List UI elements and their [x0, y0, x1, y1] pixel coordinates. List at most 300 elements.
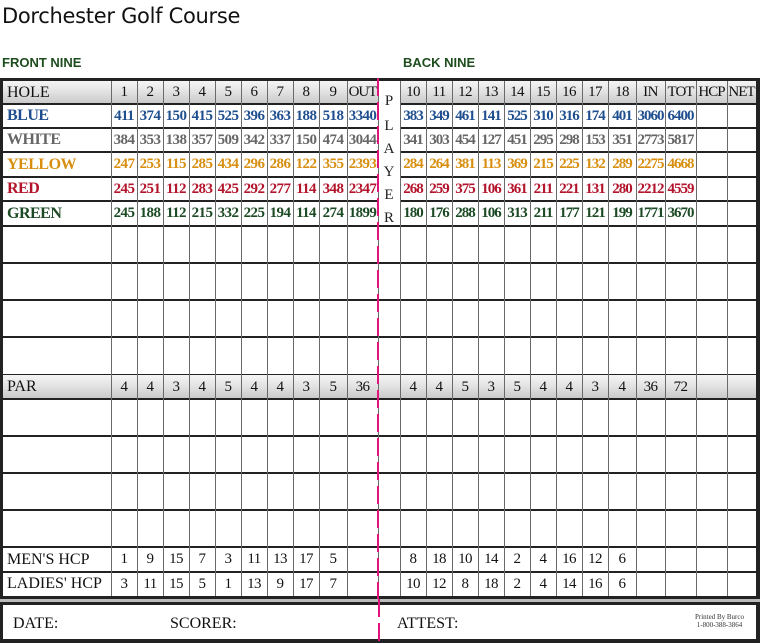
par-row-cell: 36	[643, 378, 658, 395]
score-cell[interactable]	[727, 473, 756, 510]
score-cell[interactable]	[400, 300, 426, 337]
score-cell[interactable]	[608, 263, 636, 300]
score-cell[interactable]	[426, 510, 452, 547]
score-cell[interactable]	[636, 399, 665, 436]
score-cell[interactable]	[293, 510, 319, 547]
tee-row-cell: 114	[296, 205, 316, 221]
score-cell[interactable]	[727, 300, 756, 337]
score-cell[interactable]	[608, 300, 636, 337]
score-cell[interactable]	[267, 473, 293, 510]
score-cell[interactable]	[189, 399, 215, 436]
score-cell[interactable]	[582, 399, 608, 436]
tee-row-cell[interactable]	[727, 152, 756, 177]
mens-hcp-row-cell: 4	[539, 551, 547, 567]
score-cell[interactable]	[241, 263, 267, 300]
tee-row-cell: 348	[322, 180, 344, 197]
score-cell[interactable]	[267, 263, 293, 300]
player-name-cell[interactable]	[3, 300, 111, 337]
ladies-hcp-row-cell[interactable]	[727, 572, 756, 596]
tee-row-cell: 215	[533, 156, 553, 172]
score-cell[interactable]	[111, 300, 137, 337]
signature-footer	[0, 602, 760, 643]
score-cell[interactable]	[137, 263, 163, 300]
score-cell[interactable]	[636, 473, 665, 510]
score-cell[interactable]	[426, 300, 452, 337]
score-cell[interactable]	[426, 473, 452, 510]
header-row-cell: 2	[146, 84, 154, 100]
par-row-label: PAR	[7, 378, 37, 395]
score-cell[interactable]	[636, 436, 665, 473]
score-cell[interactable]	[215, 436, 241, 473]
score-cell[interactable]	[267, 226, 293, 263]
score-cell[interactable]	[530, 399, 556, 436]
score-cell[interactable]	[319, 436, 347, 473]
tee-row-cell[interactable]	[696, 152, 727, 177]
tee-row-cell: 295	[533, 131, 553, 148]
ladies-hcp-row-cell: 7	[329, 575, 337, 592]
tee-row-cell: 114	[296, 180, 316, 197]
score-cell[interactable]	[293, 263, 319, 300]
score-cell[interactable]	[556, 436, 582, 473]
score-cell[interactable]	[452, 399, 478, 436]
score-cell[interactable]	[530, 436, 556, 473]
column-divider	[137, 81, 138, 596]
score-cell[interactable]	[189, 263, 215, 300]
score-cell[interactable]	[215, 473, 241, 510]
par-row-cell: 72	[673, 378, 688, 395]
score-cell[interactable]	[530, 473, 556, 510]
score-cell[interactable]	[530, 226, 556, 263]
mens-hcp-row-cell: 10	[458, 551, 472, 567]
tee-row-cell: 525	[217, 107, 239, 124]
score-cell[interactable]	[111, 473, 137, 510]
tee-row-cell: 188	[295, 107, 317, 124]
score-cell[interactable]	[504, 263, 530, 300]
score-cell[interactable]	[636, 300, 665, 337]
score-cell[interactable]	[137, 300, 163, 337]
score-cell[interactable]	[111, 226, 137, 263]
score-cell[interactable]	[665, 300, 696, 337]
score-cell[interactable]	[137, 436, 163, 473]
score-cell[interactable]	[665, 399, 696, 436]
score-cell[interactable]	[400, 226, 426, 263]
score-cell[interactable]	[347, 510, 378, 547]
score-cell[interactable]	[696, 510, 727, 547]
score-cell[interactable]	[347, 226, 378, 263]
tee-row-cell: 127	[481, 131, 501, 148]
score-cell[interactable]	[696, 337, 727, 375]
score-cell[interactable]	[347, 300, 378, 337]
ladies-hcp-row-cell: 3	[120, 575, 128, 592]
score-cell[interactable]	[478, 263, 504, 300]
score-cell[interactable]	[582, 473, 608, 510]
score-cell[interactable]	[267, 300, 293, 337]
score-cell[interactable]	[400, 399, 426, 436]
tee-row-cell: 337	[269, 131, 291, 148]
score-cell[interactable]	[189, 473, 215, 510]
score-cell[interactable]	[452, 263, 478, 300]
player-name-cell[interactable]	[3, 263, 111, 300]
tee-row-cell: 112	[166, 205, 186, 221]
score-cell[interactable]	[530, 510, 556, 547]
score-cell[interactable]	[137, 399, 163, 436]
score-cell[interactable]	[189, 436, 215, 473]
ladies-hcp-row-cell[interactable]	[696, 572, 727, 596]
score-cell[interactable]	[111, 436, 137, 473]
printer-credit	[695, 613, 744, 629]
column-divider	[636, 81, 637, 596]
score-cell[interactable]	[189, 510, 215, 547]
score-cell[interactable]	[582, 436, 608, 473]
tee-row-cell[interactable]	[696, 128, 727, 152]
score-cell[interactable]	[267, 510, 293, 547]
score-cell[interactable]	[426, 399, 452, 436]
tee-row-cell: 283	[191, 180, 213, 197]
score-cell[interactable]	[504, 436, 530, 473]
score-cell[interactable]	[727, 337, 756, 375]
score-cell[interactable]	[319, 226, 347, 263]
score-cell[interactable]	[452, 337, 478, 375]
tee-row-cell: 2275	[637, 156, 664, 172]
score-cell[interactable]	[608, 436, 636, 473]
score-cell[interactable]	[478, 473, 504, 510]
mens-hcp-row-cell: 3	[224, 551, 232, 567]
score-cell[interactable]	[215, 510, 241, 547]
header-row-cell: 18	[615, 84, 629, 100]
score-cell[interactable]	[478, 399, 504, 436]
ladies-hcp-row-cell: 5	[198, 575, 206, 592]
column-divider	[163, 81, 164, 596]
score-cell[interactable]	[727, 399, 756, 436]
score-cell[interactable]	[504, 226, 530, 263]
ladies-hcp-row-cell: 4	[539, 575, 547, 592]
score-cell[interactable]	[665, 263, 696, 300]
ladies-hcp-row-cell: 14	[562, 575, 576, 592]
score-cell[interactable]	[347, 436, 378, 473]
tee-row-cell: 141	[481, 107, 501, 124]
score-cell[interactable]	[556, 300, 582, 337]
mens-hcp-row-cell: 12	[588, 551, 602, 567]
score-cell[interactable]	[400, 473, 426, 510]
tee-row-cell: 131	[585, 180, 605, 197]
header-row-cell: 3	[172, 84, 180, 100]
mens-hcp-row-cell	[636, 547, 665, 572]
score-cell[interactable]	[608, 399, 636, 436]
ladies-hcp-row-cell: 17	[299, 575, 313, 592]
score-cell[interactable]	[504, 337, 530, 375]
score-cell[interactable]	[478, 337, 504, 375]
score-cell[interactable]	[696, 226, 727, 263]
score-cell[interactable]	[426, 263, 452, 300]
score-cell[interactable]	[319, 510, 347, 547]
score-cell[interactable]	[241, 399, 267, 436]
score-cell[interactable]	[504, 510, 530, 547]
score-cell[interactable]	[582, 300, 608, 337]
tee-row-cell: 303	[429, 131, 449, 148]
tee-row-cell[interactable]	[696, 201, 727, 226]
score-cell[interactable]	[696, 263, 727, 300]
score-cell[interactable]	[504, 300, 530, 337]
score-cell[interactable]	[426, 226, 452, 263]
mens-hcp-row-cell	[347, 547, 378, 572]
score-cell[interactable]	[530, 337, 556, 375]
score-cell[interactable]	[241, 337, 267, 375]
score-cell[interactable]	[163, 337, 189, 375]
score-cell[interactable]	[319, 263, 347, 300]
score-cell[interactable]	[504, 399, 530, 436]
score-cell[interactable]	[727, 436, 756, 473]
player-name-cell[interactable]	[3, 399, 111, 436]
header-row-cell: 4	[198, 84, 206, 100]
score-cell[interactable]	[556, 473, 582, 510]
tee-row-cell: 2773	[637, 131, 664, 148]
score-cell[interactable]	[111, 399, 137, 436]
course-title: Dorchester Golf Course	[2, 4, 241, 28]
tee-row-cell: 474	[322, 131, 344, 148]
date-label: DATE:	[13, 615, 59, 632]
ladies-hcp-row-cell: 15	[169, 575, 183, 592]
score-cell[interactable]	[241, 226, 267, 263]
score-cell[interactable]	[582, 510, 608, 547]
mens-hcp-row-cell[interactable]	[727, 547, 756, 572]
tee-row-cell: 3670	[667, 205, 694, 221]
tee-row-cell: 286	[269, 156, 291, 172]
score-cell[interactable]	[504, 473, 530, 510]
score-cell[interactable]	[727, 226, 756, 263]
tee-row-cell: 177	[559, 205, 579, 221]
score-cell[interactable]	[696, 300, 727, 337]
score-cell[interactable]	[608, 337, 636, 375]
score-cell[interactable]	[215, 263, 241, 300]
ladies-hcp-row-cell: 13	[247, 575, 261, 592]
score-cell[interactable]	[319, 300, 347, 337]
mens-hcp-row-cell: 6	[618, 551, 626, 567]
score-cell[interactable]	[452, 510, 478, 547]
score-cell[interactable]	[608, 473, 636, 510]
mens-hcp-row-cell: 9	[146, 551, 154, 567]
score-cell[interactable]	[478, 300, 504, 337]
score-cell[interactable]	[293, 473, 319, 510]
score-cell[interactable]	[582, 226, 608, 263]
score-cell[interactable]	[400, 436, 426, 473]
ladies-hcp-row-cell: 2	[513, 575, 521, 592]
score-cell[interactable]	[556, 263, 582, 300]
ladies-hcp-row-cell: 18	[484, 575, 498, 592]
score-cell[interactable]	[293, 226, 319, 263]
score-cell[interactable]	[215, 337, 241, 375]
tee-row-cell: 298	[559, 131, 579, 148]
tee-row-cell: 251	[139, 180, 161, 197]
score-cell[interactable]	[215, 399, 241, 436]
tee-row-cell: 277	[269, 180, 291, 197]
tee-row-cell: 351	[612, 131, 632, 148]
column-divider	[189, 81, 190, 596]
score-cell[interactable]	[400, 263, 426, 300]
score-cell[interactable]	[319, 337, 347, 375]
score-cell[interactable]	[696, 473, 727, 510]
score-cell[interactable]	[347, 263, 378, 300]
score-cell[interactable]	[163, 226, 189, 263]
score-cell[interactable]	[530, 300, 556, 337]
score-cell[interactable]	[478, 510, 504, 547]
column-divider	[478, 81, 479, 596]
tee-row-cell: 361	[507, 180, 527, 197]
score-cell[interactable]	[215, 300, 241, 337]
score-cell[interactable]	[137, 473, 163, 510]
score-cell[interactable]	[111, 263, 137, 300]
score-cell[interactable]	[319, 399, 347, 436]
score-cell[interactable]	[452, 300, 478, 337]
score-cell[interactable]	[400, 337, 426, 375]
tee-row-cell: 113	[481, 156, 501, 172]
score-cell[interactable]	[267, 337, 293, 375]
score-cell[interactable]	[347, 399, 378, 436]
score-cell[interactable]	[665, 510, 696, 547]
tee-row-cell: 375	[455, 180, 475, 197]
score-cell[interactable]	[241, 300, 267, 337]
header-row-cell: 5	[224, 84, 232, 100]
score-cell[interactable]	[189, 226, 215, 263]
mens-hcp-row-cell[interactable]	[696, 547, 727, 572]
mens-hcp-row-cell: 11	[247, 551, 261, 567]
tee-row-cell: 355	[322, 156, 344, 172]
score-cell[interactable]	[293, 337, 319, 375]
par-row-cell[interactable]	[727, 375, 756, 399]
column-divider	[267, 81, 268, 596]
player-name-cell[interactable]	[3, 510, 111, 547]
score-cell[interactable]	[665, 337, 696, 375]
score-cell[interactable]	[636, 337, 665, 375]
scorecard-grid	[3, 81, 756, 596]
score-cell[interactable]	[347, 337, 378, 375]
score-cell[interactable]	[163, 263, 189, 300]
column-divider	[452, 81, 453, 596]
score-cell[interactable]	[556, 337, 582, 375]
header-row-cell: 10	[406, 84, 420, 100]
score-cell[interactable]	[293, 399, 319, 436]
score-cell[interactable]	[426, 436, 452, 473]
score-cell[interactable]	[215, 226, 241, 263]
tee-row-cell: 211	[533, 180, 553, 197]
header-row-cell: NET	[728, 84, 755, 100]
score-cell[interactable]	[608, 226, 636, 263]
score-cell[interactable]	[267, 436, 293, 473]
tee-row-cell: 122	[295, 156, 317, 172]
score-cell[interactable]	[189, 337, 215, 375]
score-cell[interactable]	[665, 226, 696, 263]
score-cell[interactable]	[696, 399, 727, 436]
score-cell[interactable]	[293, 300, 319, 337]
score-cell[interactable]	[636, 226, 665, 263]
tee-row-cell: 138	[165, 131, 187, 148]
score-cell[interactable]	[400, 510, 426, 547]
score-cell[interactable]	[727, 510, 756, 547]
score-cell[interactable]	[241, 473, 267, 510]
score-cell[interactable]	[452, 473, 478, 510]
ladies-hcp-row-cell: 12	[432, 575, 446, 592]
player-name-cell[interactable]	[3, 473, 111, 510]
tee-row-cell[interactable]	[696, 104, 727, 128]
tee-row-cell: 3044	[348, 131, 377, 148]
score-cell[interactable]	[163, 300, 189, 337]
score-cell[interactable]	[530, 263, 556, 300]
score-cell[interactable]	[426, 337, 452, 375]
tee-row-cell: 153	[585, 131, 605, 148]
score-cell[interactable]	[582, 263, 608, 300]
column-divider	[293, 81, 294, 596]
player-name-cell[interactable]	[3, 337, 111, 375]
score-cell[interactable]	[267, 399, 293, 436]
tee-row-cell[interactable]	[727, 128, 756, 152]
score-cell[interactable]	[111, 337, 137, 375]
header-row-cell: 8	[302, 84, 310, 100]
score-cell[interactable]	[556, 510, 582, 547]
score-cell[interactable]	[347, 473, 378, 510]
score-cell[interactable]	[582, 337, 608, 375]
tee-row-cell: 369	[507, 156, 527, 172]
score-cell[interactable]	[137, 226, 163, 263]
column-divider	[665, 81, 666, 596]
score-cell[interactable]	[665, 436, 696, 473]
score-cell[interactable]	[137, 510, 163, 547]
column-divider	[111, 81, 112, 596]
player-name-cell[interactable]	[3, 436, 111, 473]
score-cell[interactable]	[478, 436, 504, 473]
score-cell[interactable]	[319, 473, 347, 510]
par-row-cell[interactable]	[696, 375, 727, 399]
score-cell[interactable]	[636, 263, 665, 300]
back-nine-label: BACK NINE	[403, 55, 476, 70]
score-cell[interactable]	[241, 510, 267, 547]
score-cell[interactable]	[556, 226, 582, 263]
header-row-cell: 7	[276, 84, 284, 100]
score-cell[interactable]	[163, 399, 189, 436]
par-row-cell: 5	[461, 378, 469, 395]
player-name-cell[interactable]	[3, 226, 111, 263]
score-cell[interactable]	[636, 510, 665, 547]
tee-row-cell: 174	[585, 107, 605, 124]
score-cell[interactable]	[727, 263, 756, 300]
player-label-letter: L	[384, 118, 394, 134]
score-cell[interactable]	[111, 510, 137, 547]
score-cell[interactable]	[696, 436, 727, 473]
score-cell[interactable]	[163, 473, 189, 510]
score-cell[interactable]	[452, 436, 478, 473]
score-cell[interactable]	[478, 226, 504, 263]
score-cell[interactable]	[163, 510, 189, 547]
mens-hcp-row-cell: 16	[562, 551, 576, 567]
score-cell[interactable]	[452, 226, 478, 263]
par-row-cell: 4	[565, 378, 573, 395]
par-row-cell: 4	[276, 378, 284, 395]
tee-row-cell: 2212	[637, 180, 664, 197]
score-cell[interactable]	[163, 436, 189, 473]
tee-row-cell[interactable]	[727, 177, 756, 201]
score-cell[interactable]	[665, 473, 696, 510]
tee-row-cell[interactable]	[727, 201, 756, 226]
tee-row-cell: 353	[139, 131, 161, 148]
tee-row-cell: 383	[403, 107, 423, 124]
tee-row-cell[interactable]	[727, 104, 756, 128]
score-cell[interactable]	[137, 337, 163, 375]
tee-row-cell[interactable]	[696, 177, 727, 201]
score-cell[interactable]	[608, 510, 636, 547]
tee-row-label: RED	[7, 180, 40, 197]
score-cell[interactable]	[293, 436, 319, 473]
score-cell[interactable]	[556, 399, 582, 436]
score-cell[interactable]	[189, 300, 215, 337]
score-cell[interactable]	[241, 436, 267, 473]
